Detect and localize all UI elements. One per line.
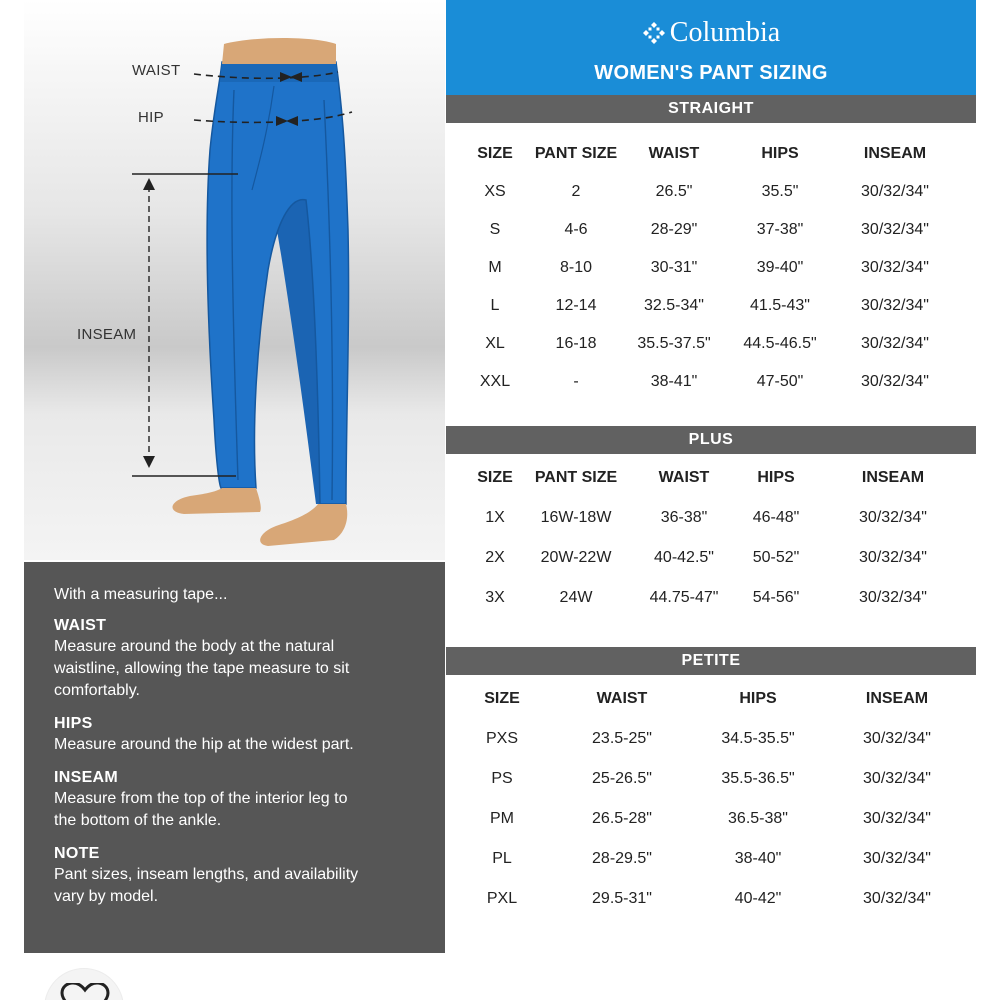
table-row <box>446 586 976 610</box>
instruction-line: the bottom of the ankle. <box>54 812 222 829</box>
table-cell: XXL <box>479 373 511 390</box>
table-cell: 8-10 <box>559 259 593 276</box>
waist-label: WAIST <box>132 62 181 79</box>
table-cell: 30/32/34" <box>859 549 927 566</box>
table-header-row <box>446 142 976 166</box>
table-cell: 44.75-47" <box>649 589 719 606</box>
table-cell: 38-40" <box>734 850 782 867</box>
column-header: WAIST <box>596 690 648 707</box>
table-cell: S <box>489 221 501 238</box>
table-header-row <box>446 687 976 711</box>
column-header: INSEAM <box>863 145 927 162</box>
table-cell: 28-29.5" <box>592 850 652 867</box>
table-cell: - <box>573 373 579 390</box>
hips-instruction <box>54 713 415 756</box>
waistband <box>220 62 338 82</box>
torso-skin <box>222 38 336 64</box>
column-header: SIZE <box>477 145 513 162</box>
table-cell: 30/32/34" <box>863 730 931 747</box>
instructions-intro: With a measuring tape... <box>54 586 228 603</box>
table-cell: 28-29" <box>650 221 698 238</box>
table-row <box>446 370 976 394</box>
table-cell: 36-38" <box>660 509 708 526</box>
table-row <box>446 887 976 911</box>
table-cell: 32.5-34" <box>644 297 704 314</box>
table-cell: 1X <box>485 509 505 526</box>
pants <box>207 62 349 504</box>
table-cell: PM <box>490 810 514 827</box>
column-header: INSEAM <box>861 469 925 486</box>
instruction-line: Measure from the top of the interior leg to <box>54 790 348 807</box>
table-row <box>446 256 976 280</box>
table-row <box>446 807 976 831</box>
table-row <box>446 767 976 791</box>
instruction-line: vary by model. <box>54 888 159 905</box>
table-cell: XS <box>484 183 506 200</box>
table-cell: 30/32/34" <box>863 810 931 827</box>
table-cell: PS <box>491 770 513 787</box>
table-cell: 40-42.5" <box>654 549 714 566</box>
table-cell: 30/32/34" <box>863 850 931 867</box>
table-cell: 4-6 <box>564 221 588 238</box>
plus-section-header: PLUS <box>446 426 976 454</box>
table-cell: 46-48" <box>752 509 800 526</box>
table-cell: 20W-22W <box>540 549 612 566</box>
table-cell: 39-40" <box>756 259 804 276</box>
table-row <box>446 180 976 204</box>
table-cell: 54-56" <box>752 589 800 606</box>
table-row <box>446 727 976 751</box>
table-cell: PXL <box>486 890 518 907</box>
straight-section-header: STRAIGHT <box>446 95 976 123</box>
note-instruction <box>54 843 415 908</box>
inseam-arrow-icon <box>143 178 155 468</box>
column-header: HIPS <box>739 690 777 707</box>
pants-figure <box>24 0 445 560</box>
table-row <box>446 218 976 242</box>
inseam-instruction <box>54 767 415 832</box>
table-cell: 25-26.5" <box>592 770 652 787</box>
instruction-line: comfortably. <box>54 682 140 699</box>
heart-outline-icon[interactable] <box>58 983 112 1000</box>
table-cell: 16W-18W <box>540 509 612 526</box>
table-cell: 2 <box>571 183 581 200</box>
instruction-line: Pant sizes, inseam lengths, and availability <box>54 866 359 883</box>
column-header: HIPS <box>761 145 799 162</box>
instruction-heading: NOTE <box>54 845 100 862</box>
instruction-line: Measure around the body at the natural <box>54 638 335 655</box>
column-header: INSEAM <box>865 690 929 707</box>
page-title: WOMEN'S PANT SIZING <box>594 62 828 84</box>
table-cell: 35.5" <box>761 183 799 200</box>
table-cell: 44.5-46.5" <box>743 335 817 352</box>
favorite-button[interactable] <box>44 968 124 1000</box>
table-cell: 35.5-37.5" <box>637 335 711 352</box>
table-cell: 30/32/34" <box>859 589 927 606</box>
table-cell: 16-18 <box>555 335 597 352</box>
table-cell: 24W <box>559 589 593 606</box>
instruction-heading: WAIST <box>54 617 107 634</box>
waist-instruction <box>54 615 415 702</box>
table-cell: 50-52" <box>752 549 800 566</box>
table-cell: 30/32/34" <box>863 890 931 907</box>
column-header: PANT SIZE <box>534 469 618 486</box>
column-header: WAIST <box>658 469 710 486</box>
table-cell: XL <box>485 335 505 352</box>
right-foot <box>260 504 347 546</box>
table-row <box>446 847 976 871</box>
table-cell: 30-31" <box>650 259 698 276</box>
column-header: PANT SIZE <box>534 145 618 162</box>
table-cell: 38-41" <box>650 373 698 390</box>
left-foot <box>173 488 261 514</box>
column-header: WAIST <box>648 145 700 162</box>
table-cell: 30/32/34" <box>861 335 929 352</box>
petite-section-header: PETITE <box>446 647 976 675</box>
table-cell: M <box>488 259 502 276</box>
table-row <box>446 294 976 318</box>
table-cell: L <box>490 297 500 314</box>
table-cell: 30/32/34" <box>861 259 929 276</box>
table-row <box>446 506 976 530</box>
table-cell: 30/32/34" <box>861 221 929 238</box>
table-cell: 26.5" <box>655 183 693 200</box>
table-cell: 2X <box>485 549 505 566</box>
table-cell: 47-50" <box>756 373 804 390</box>
table-cell: 36.5-38" <box>728 810 788 827</box>
table-cell: 23.5-25" <box>592 730 652 747</box>
instruction-heading: HIPS <box>54 715 93 732</box>
table-cell: 26.5-28" <box>592 810 652 827</box>
table-cell: 30/32/34" <box>861 183 929 200</box>
column-header: HIPS <box>757 469 795 486</box>
brand-name: Columbia <box>669 17 781 48</box>
instruction-line: Measure around the hip at the widest part. <box>54 736 354 753</box>
column-header: SIZE <box>477 469 513 486</box>
table-cell: PL <box>492 850 512 867</box>
table-cell: 30/32/34" <box>861 297 929 314</box>
table-cell: 40-42" <box>734 890 782 907</box>
instruction-line: waistline, allowing the tape measure to sit <box>54 660 350 677</box>
table-cell: 30/32/34" <box>859 509 927 526</box>
inseam-label: INSEAM <box>77 326 137 343</box>
brand-header <box>446 0 976 96</box>
brand-logo <box>446 17 976 49</box>
hip-label: HIP <box>138 109 164 126</box>
table-cell: 34.5-35.5" <box>721 730 795 747</box>
table-cell: 30/32/34" <box>863 770 931 787</box>
measuring-instructions <box>24 562 445 953</box>
table-cell: PXS <box>485 730 519 747</box>
table-cell: 29.5-31" <box>592 890 652 907</box>
table-cell: 41.5-43" <box>750 297 810 314</box>
measurement-illustration <box>24 0 445 560</box>
table-row <box>446 332 976 356</box>
instruction-heading: INSEAM <box>54 769 119 786</box>
table-cell: 37-38" <box>756 221 804 238</box>
table-cell: 30/32/34" <box>861 373 929 390</box>
table-header-row <box>446 466 976 490</box>
table-cell: 35.5-36.5" <box>721 770 795 787</box>
table-cell: 12-14 <box>555 297 597 314</box>
column-header: SIZE <box>484 690 520 707</box>
columbia-diamond-icon <box>642 21 666 45</box>
table-row <box>446 546 976 570</box>
table-cell: 3X <box>485 589 505 606</box>
